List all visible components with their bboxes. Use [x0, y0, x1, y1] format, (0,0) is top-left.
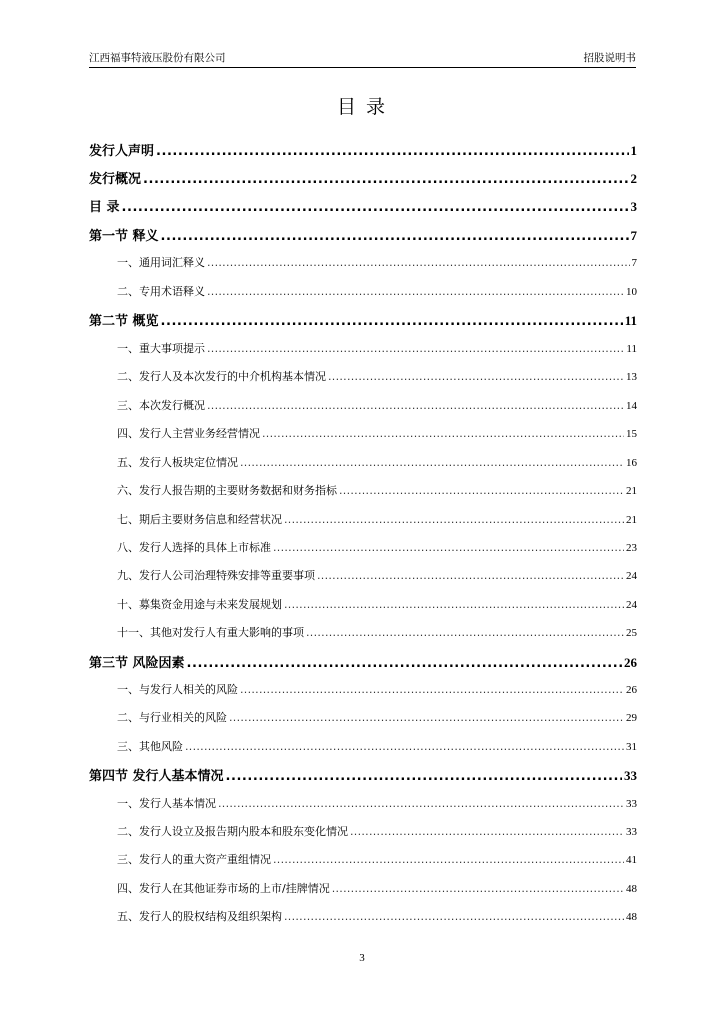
toc-dot-leader — [156, 143, 628, 161]
toc-section-entry[interactable] — [89, 881, 637, 897]
toc-entry-label: 四、发行人主营业务经营情况 — [117, 427, 260, 440]
toc-dot-leader — [339, 483, 624, 499]
toc-entry-page-number: 33 — [626, 798, 637, 810]
toc-entry-label: 第一节 释义 — [89, 229, 159, 244]
toc-chapter-entry[interactable] — [89, 170, 637, 189]
toc-section-entry[interactable] — [89, 625, 637, 641]
toc-entry-page-number: 2 — [630, 171, 637, 186]
toc-entry-page-number: 7 — [630, 228, 637, 243]
toc-section-entry[interactable] — [89, 341, 637, 357]
toc-section-entry[interactable] — [89, 483, 637, 499]
toc-title: 目 录 — [336, 96, 388, 118]
toc-dot-leader — [207, 284, 624, 300]
toc-chapter-entry[interactable] — [89, 312, 637, 331]
toc-dot-leader — [207, 341, 624, 357]
toc-entry-label: 发行概况 — [89, 172, 142, 187]
toc-entry-page-number: 7 — [631, 257, 637, 269]
toc-entry-page-number: 14 — [626, 400, 637, 412]
toc-entry-label: 九、发行人公司治理特殊安排等重要事项 — [117, 569, 315, 582]
page-number: 3 — [359, 952, 365, 964]
toc-entry-label: 六、发行人报告期的主要财务数据和财务指标 — [117, 484, 337, 497]
toc-section-entry[interactable] — [89, 398, 637, 414]
toc-section-entry[interactable] — [89, 540, 637, 556]
toc-entry-page-number: 16 — [626, 457, 637, 469]
toc-entry-label: 第二节 概览 — [89, 314, 159, 329]
toc-dot-leader — [332, 881, 624, 897]
toc-entry-label: 二、发行人设立及报告期内股本和股东变化情况 — [117, 825, 348, 838]
toc-dot-leader — [273, 540, 624, 556]
toc-section-entry[interactable] — [89, 597, 637, 613]
toc-entry-label: 一、发行人基本情况 — [117, 797, 216, 810]
toc-section-entry[interactable] — [89, 824, 637, 840]
toc-dot-leader — [284, 909, 624, 925]
toc-dot-leader — [218, 796, 624, 812]
toc-dot-leader — [306, 625, 624, 641]
toc-dot-leader — [226, 768, 622, 786]
toc-entry-label: 一、通用词汇释义 — [117, 256, 205, 269]
header-company-name: 江西福事特液压股份有限公司 — [89, 52, 226, 64]
toc-dot-leader — [284, 597, 624, 613]
toc-section-entry[interactable] — [89, 710, 637, 726]
toc-chapter-entry[interactable] — [89, 654, 637, 673]
toc-chapter-entry[interactable] — [89, 227, 637, 246]
toc-section-entry[interactable] — [89, 568, 637, 584]
toc-dot-leader — [161, 228, 629, 246]
toc-dot-leader — [240, 455, 624, 471]
toc-entry-label: 五、发行人的股权结构及组织架构 — [117, 910, 282, 923]
toc-entry-page-number: 41 — [626, 854, 637, 866]
toc-section-entry[interactable] — [89, 369, 637, 385]
toc-chapter-entry[interactable] — [89, 198, 637, 217]
toc-entry-label: 十一、其他对发行人有重大影响的事项 — [117, 626, 304, 639]
toc-dot-leader — [273, 852, 624, 868]
toc-entry-page-number: 21 — [626, 514, 637, 526]
toc-entry-label: 第四节 发行人基本情况 — [89, 769, 224, 784]
toc-entry-label: 三、其他风险 — [117, 740, 183, 753]
toc-entry-page-number: 33 — [624, 768, 637, 783]
toc-chapter-entry[interactable] — [89, 767, 637, 786]
toc-dot-leader — [207, 255, 630, 271]
toc-entry-label: 八、发行人选择的具体上市标准 — [117, 541, 271, 554]
toc-section-entry[interactable] — [89, 255, 637, 271]
toc-dot-leader — [122, 199, 629, 217]
toc-entry-label: 四、发行人在其他证券市场的上市/挂牌情况 — [117, 882, 330, 895]
toc-entry-label: 一、与发行人相关的风险 — [117, 683, 238, 696]
toc-dot-leader — [185, 739, 624, 755]
toc-entry-label: 一、重大事项提示 — [117, 342, 205, 355]
toc-entry-page-number: 15 — [626, 428, 637, 440]
toc-entry-page-number: 48 — [626, 911, 637, 923]
toc-entry-page-number: 25 — [626, 627, 637, 639]
toc-entry-page-number: 13 — [626, 371, 637, 383]
header-document-type: 招股说明书 — [583, 52, 636, 64]
toc-section-entry[interactable] — [89, 796, 637, 812]
toc-section-entry[interactable] — [89, 426, 637, 442]
toc-entry-page-number: 3 — [630, 199, 637, 214]
toc-entry-page-number: 29 — [626, 712, 637, 724]
toc-entry-page-number: 10 — [626, 286, 637, 298]
toc-entry-page-number: 21 — [626, 485, 637, 497]
page-header — [89, 51, 636, 68]
toc-entry-page-number: 11 — [626, 343, 637, 355]
toc-section-entry[interactable] — [89, 284, 637, 300]
toc-section-entry[interactable] — [89, 455, 637, 471]
toc-entry-label: 二、发行人及本次发行的中介机构基本情况 — [117, 370, 326, 383]
toc-entry-page-number: 26 — [626, 684, 637, 696]
toc-entry-label: 第三节 风险因素 — [89, 656, 185, 671]
toc-section-entry[interactable] — [89, 909, 637, 925]
toc-entry-page-number: 1 — [630, 143, 637, 158]
toc-entry-label: 二、专用术语释义 — [117, 285, 205, 298]
toc-dot-leader — [207, 398, 624, 414]
toc-dot-leader — [143, 171, 628, 189]
toc-entry-page-number: 48 — [626, 883, 637, 895]
toc-entry-label: 目 录 — [89, 200, 120, 215]
toc-entry-page-number: 26 — [624, 655, 637, 670]
toc-entry-page-number: 24 — [626, 570, 637, 582]
toc-dot-leader — [328, 369, 624, 385]
toc-entry-label: 三、本次发行概况 — [117, 399, 205, 412]
toc-dot-leader — [229, 710, 624, 726]
toc-entry-page-number: 33 — [626, 826, 637, 838]
toc-dot-leader — [350, 824, 624, 840]
toc-dot-leader — [161, 313, 623, 331]
toc-entry-label: 二、与行业相关的风险 — [117, 711, 227, 724]
toc-section-entry[interactable] — [89, 512, 637, 528]
toc-entry-label: 发行人声明 — [89, 144, 155, 159]
toc-entry-label: 七、期后主要财务信息和经营状况 — [117, 513, 282, 526]
toc-dot-leader — [317, 568, 624, 584]
toc-dot-leader — [187, 655, 622, 673]
toc-entry-page-number: 31 — [626, 741, 637, 753]
toc-section-entry[interactable] — [89, 852, 637, 868]
toc-section-entry[interactable] — [89, 682, 637, 698]
toc-dot-leader — [284, 512, 624, 528]
toc-entry-label: 十、募集资金用途与未来发展规划 — [117, 598, 282, 611]
toc-entry-page-number: 23 — [626, 542, 637, 554]
toc-dot-leader — [240, 682, 624, 698]
toc-entry-page-number: 11 — [624, 313, 637, 328]
toc-chapter-entry[interactable] — [89, 142, 637, 161]
toc-entry-label: 三、发行人的重大资产重组情况 — [117, 853, 271, 866]
toc-entry-page-number: 24 — [626, 599, 637, 611]
toc-entry-label: 五、发行人板块定位情况 — [117, 456, 238, 469]
toc-dot-leader — [262, 426, 624, 442]
toc-section-entry[interactable] — [89, 739, 637, 755]
